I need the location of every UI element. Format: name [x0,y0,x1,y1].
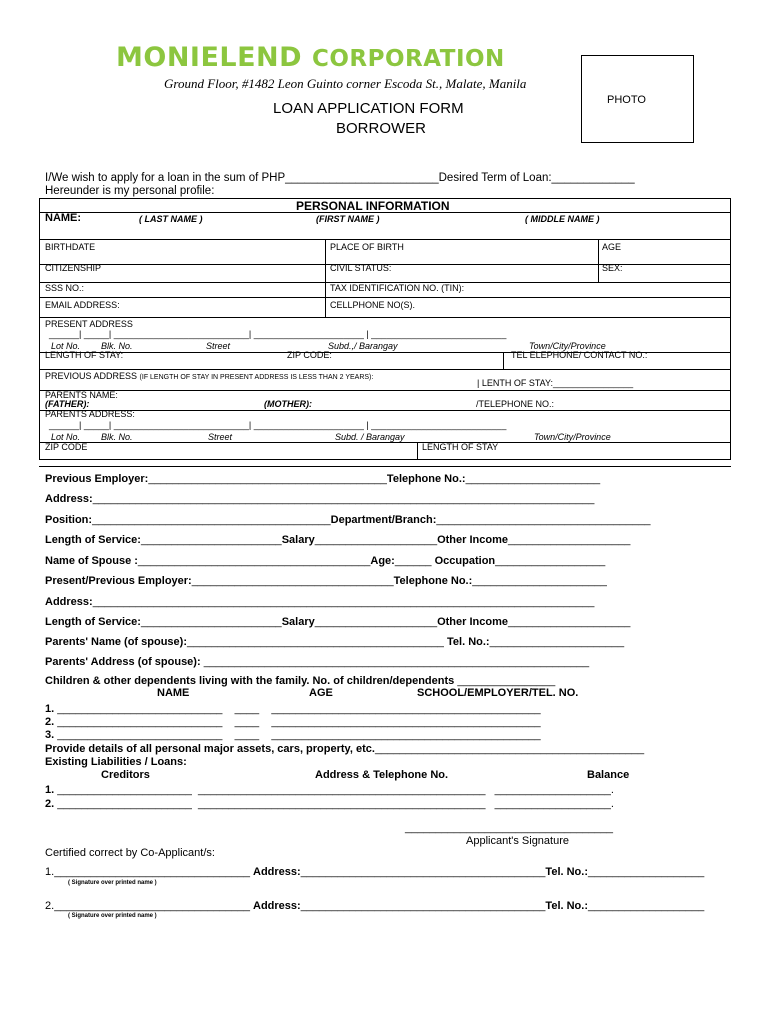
loan-amount-line[interactable]: I/We wish to apply for a loan in the sum of PHP________________________Desired Term of Loan:_____________ [45,172,635,184]
parents-address-label: PARENTS ADDRESS: [45,409,135,419]
co-applicant-row[interactable]: 2.________________________________ Address:________________________________________Tel. No.:___________________ [45,900,705,912]
length-of-service-line-2[interactable]: Length of Service:_______________________Salary____________________Other Income____________________ [45,616,631,628]
dependents-line[interactable]: Children & other dependents living with the family. No. of children/dependents ________________ [45,675,556,687]
previous-employer-line[interactable]: Previous Employer:_______________________________________Telephone No.:______________________ [45,473,601,485]
middle-name-label[interactable]: ( MIDDLE NAME ) [525,214,600,224]
company-logo [116,42,505,73]
col-school-header: SCHOOL/EMPLOYER/TEL. NO. [417,687,579,699]
co-applicant-sig-note: ( Signature over printed name ) [68,880,157,886]
present-address-field[interactable]: ______| _____| ___________________________| ______________________ | ___________________________ [49,329,507,339]
dependent-row[interactable]: 3. ___________________________ ____ ____________________________________________ [45,729,541,741]
street-label: Street [206,341,231,351]
town-label-2: Town/City/Province [534,432,611,442]
parents-telephone-field[interactable]: /TELEPHONE NO.: [476,399,555,409]
dependent-row[interactable]: 2. ___________________________ ____ ____________________________________________ [45,716,541,728]
present-previous-employer-line[interactable]: Present/Previous Employer:_________________________________Telephone No.:______________________ [45,575,607,587]
mother-field[interactable]: (MOTHER): [264,399,312,409]
citizenship-field[interactable]: CITIZENSHIP [45,263,102,273]
col-address-header: Address & Telephone No. [315,769,449,781]
first-name-label[interactable]: (FIRST NAME ) [316,214,380,224]
applicant-signature-label: Applicant's Signature [466,835,569,847]
age-field[interactable]: AGE [602,242,622,252]
col-age-header: AGE [309,687,333,699]
photo-label: PHOTO [607,94,646,106]
profile-intro: Hereunder is my personal profile: [45,185,215,197]
section-divider [39,466,731,467]
street-label-2: Street [208,432,233,442]
telephone-contact-field[interactable]: TEL ELEPHONE/ CONTACT NO.: [511,350,648,360]
zip-code-field-2[interactable]: ZIP CODE [45,442,88,452]
blk-no-label: Blk. No. [101,341,133,351]
col-name-header: NAME [157,687,190,699]
brand-suffix: CORPORATION [311,46,505,72]
blk-no-label-2: Blk. No. [101,432,133,442]
lenth-of-stay-field[interactable]: | LENTH OF STAY:________________ [477,378,634,388]
previous-address-text: PREVIOUS ADDRESS [45,371,138,381]
zip-code-field[interactable]: ZIP CODE: [287,350,332,360]
liabilities-title: Existing Liabilities / Loans: [45,756,187,768]
civil-status-field[interactable]: CIVIL STATUS: [330,263,392,273]
form-title: LOAN APPLICATION FORM [273,100,464,117]
form-subtitle: BORROWER [336,120,426,137]
dependent-row[interactable]: 1. ___________________________ ____ ____________________________________________ [45,703,541,715]
email-field[interactable]: EMAIL ADDRESS: [45,300,120,310]
address-line[interactable]: Address:__________________________________________________________________________________ [45,493,595,505]
liability-row[interactable]: 2. ______________________ _______________________________________________ ___________________. [45,798,614,810]
co-applicant-title: Certified correct by Co-Applicant/s: [45,847,215,859]
brand-name: MONIELEND [116,42,303,73]
spouse-line[interactable]: Name of Spouse :______________________________________Age:______ Occupation__________________ [45,555,606,567]
length-of-stay-field[interactable]: LENGTH OF STAY: [45,350,124,360]
town-label: Town/City/Province [529,341,606,351]
name-label: NAME: [45,212,82,224]
sex-field[interactable]: SEX: [602,263,623,273]
previous-address-label [45,371,373,381]
col-balance-header: Balance [587,769,630,781]
co-applicant-row[interactable]: 1.________________________________ Address:________________________________________Tel. No.:___________________ [45,866,705,878]
cellphone-field[interactable]: CELLPHONE NO(S). [330,300,416,310]
parents-address-field[interactable]: ______| _____| ___________________________| ______________________ | ___________________________ [49,420,507,430]
length-of-service-line[interactable]: Length of Service:_______________________Salary____________________Other Income____________________ [45,534,631,546]
length-of-stay-field-2[interactable]: LENGTH OF STAY [422,442,499,452]
birthdate-field[interactable]: BIRTHDATE [45,242,96,252]
parents-address-spouse-line[interactable]: Parents' Address (of spouse): _______________________________________________________________ [45,656,590,668]
place-of-birth-field[interactable]: PLACE OF BIRTH [330,242,404,252]
personal-info-title: PERSONAL INFORMATION [296,199,450,213]
personal-info-table [39,198,731,460]
lot-no-label: Lot No. [51,341,81,351]
lot-no-label-2: Lot No. [51,432,81,442]
applicant-signature-line[interactable]: __________________________________ [405,822,614,834]
parents-spouse-line[interactable]: Parents' Name (of spouse):__________________________________________ Tel. No.:______________________ [45,636,625,648]
liability-row[interactable]: 1. ______________________ _______________________________________________ ___________________. [45,784,614,796]
previous-address-note: (IF LENGTH OF STAY IN PRESENT ADDRESS IS LESS THAN 2 YEARS): [139,374,374,381]
subd-label-2: Subd. / Barangay [335,432,405,442]
subd-label: Subd.,/ Barangay [328,341,398,351]
company-address: Ground Floor, #1482 Leon Guinto corner Escoda St., Malate, Manila [164,76,527,91]
assets-line[interactable]: Provide details of all personal major assets, cars, property, etc.____________________________________________ [45,743,645,755]
parents-name-label: PARENTS NAME: [45,390,118,400]
father-field[interactable]: (FATHER): [45,399,90,409]
co-applicant-sig-note: ( Signature over printed name ) [68,913,157,919]
present-address-label: PRESENT ADDRESS [45,319,133,329]
col-creditors-header: Creditors [101,769,150,781]
last-name-label[interactable]: ( LAST NAME ) [139,214,203,224]
position-line[interactable]: Position:_______________________________________Department/Branch:___________________________________ [45,514,651,526]
sss-field[interactable]: SSS NO.: [45,283,85,293]
tin-field[interactable]: TAX IDENTIFICATION NO. (TIN): [330,283,465,293]
address-line-2[interactable]: Address:__________________________________________________________________________________ [45,596,595,608]
